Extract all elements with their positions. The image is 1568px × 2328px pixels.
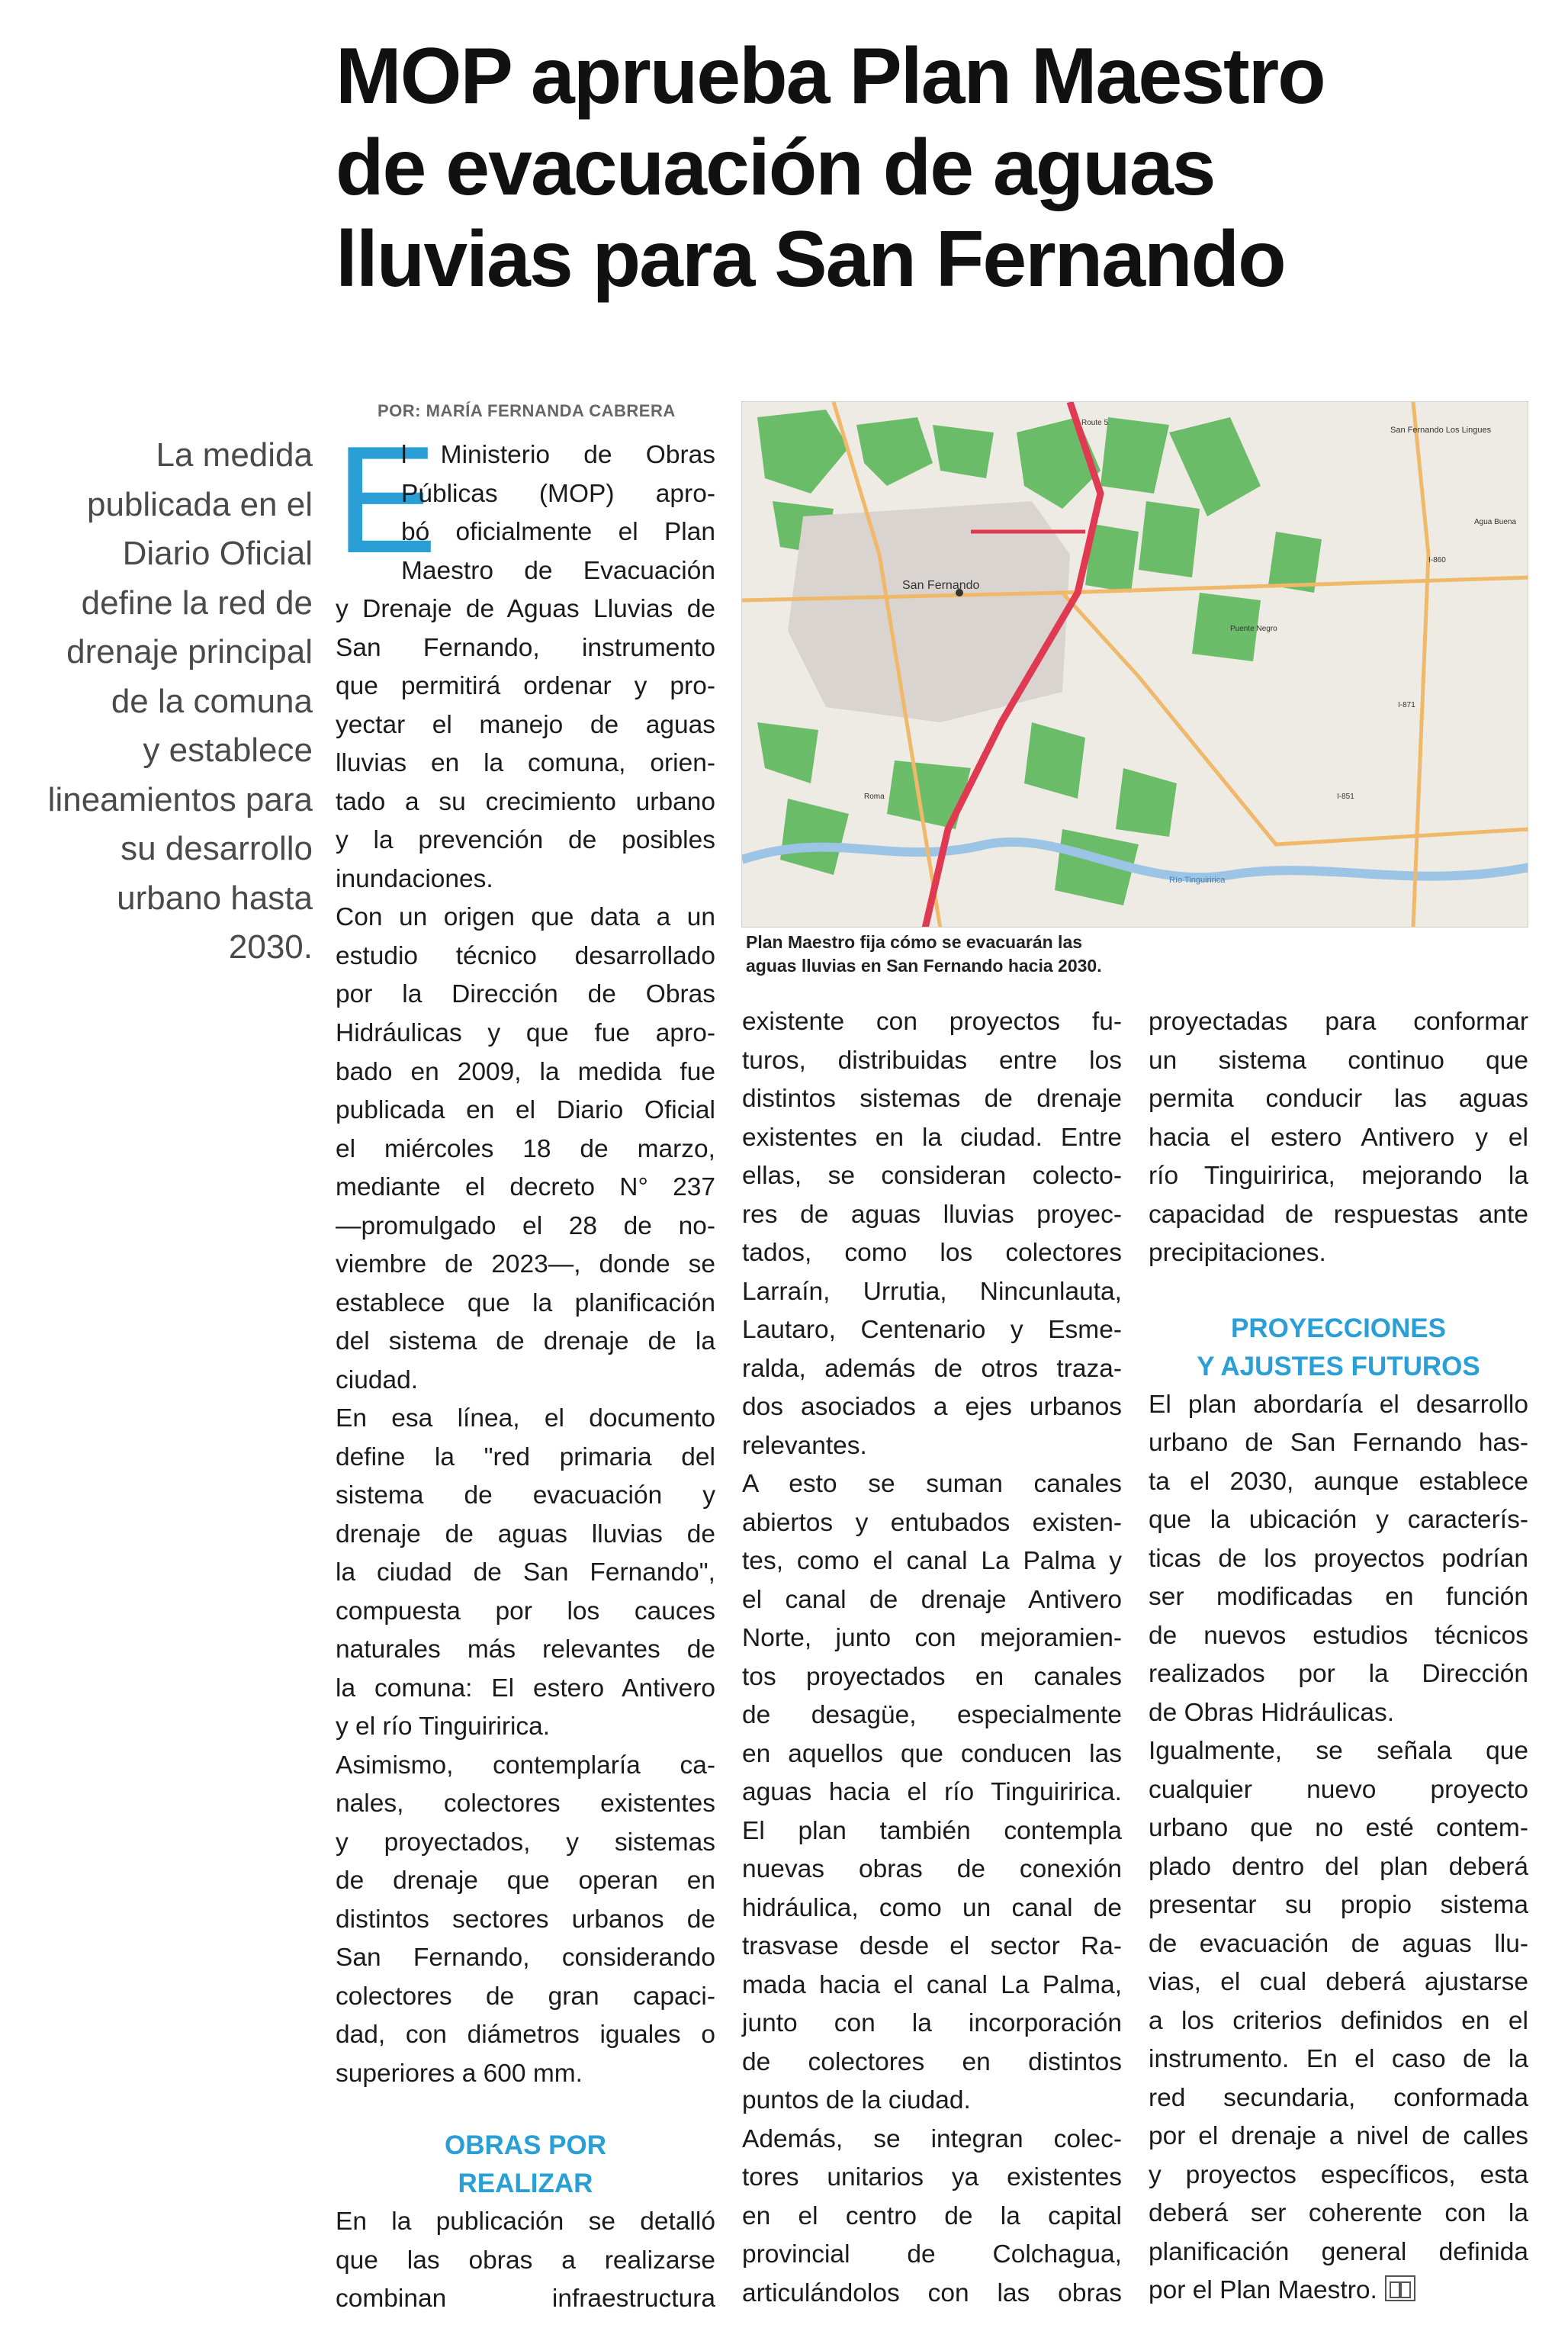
column-3: [1149, 1003, 1528, 2310]
lede-line: y establece: [143, 732, 313, 769]
text-line: que las obras a realizarse: [336, 2246, 715, 2275]
text-line: precipitaciones.: [1149, 1239, 1326, 1267]
text-line: estudio técnico desarrollado: [336, 941, 715, 970]
text-line: En esa línea, el documento: [336, 1404, 715, 1432]
text-line: define la "red primaria del: [336, 1442, 715, 1471]
text-line: que la ubicación y caracterís-: [1149, 1506, 1528, 1534]
text-line: Hidráulicas y que fue apro-: [336, 1019, 715, 1047]
text-line: por la Dirección de Obras: [336, 980, 715, 1008]
map-label-city: San Fernando: [902, 579, 980, 592]
subhead-proyecciones: Y AJUSTES FUTUROS: [1197, 1351, 1480, 1381]
text-line: El plan también contempla: [742, 1816, 1122, 1845]
text-line: de evacuación de aguas llu-: [1149, 1929, 1528, 1958]
text-line: turos, distribuidas entre los: [742, 1046, 1122, 1075]
caption-line: Plan Maestro fija cómo se evacuarán las: [746, 932, 1083, 952]
map-label-place: Roma: [864, 793, 885, 801]
text-line: tado a su crecimiento urbano: [336, 787, 715, 816]
text-line: ser modificadas en función: [1149, 1583, 1528, 1611]
text-line: y proyectados, y sistemas: [336, 1828, 715, 1857]
text-line: la ciudad de San Fernando",: [336, 1558, 715, 1587]
text-line: res de aguas lluvias proyec-: [742, 1200, 1122, 1229]
text-line: yectar el manejo de aguas: [336, 710, 715, 739]
lede: [15, 431, 313, 973]
text-line: colectores de gran capaci-: [336, 1982, 715, 2011]
text-line: Además, se integran colec-: [742, 2124, 1122, 2153]
lede-line: 2030.: [228, 928, 313, 966]
lede-line: su desarrollo: [120, 830, 313, 867]
text-line: vias, el cual deberá ajustarse: [1149, 1968, 1528, 1996]
lede-line: urbano hasta: [117, 879, 313, 917]
text-line: y la prevención de posibles: [336, 826, 715, 854]
text-line: l Ministerio de Obras: [401, 441, 715, 469]
text-line: trasvase desde el sector Ra-: [742, 1932, 1122, 1960]
text-line: aguas hacia el río Tinguiririca.: [742, 1778, 1122, 1806]
text-line: provincial de Colchagua,: [742, 2240, 1122, 2269]
text-line: existente con proyectos fu-: [742, 1008, 1122, 1036]
map-label-road: Route 5: [1081, 419, 1109, 427]
text-line: el miércoles 18 de marzo,: [336, 1134, 715, 1163]
text-line: tes, como el canal La Palma y: [742, 1547, 1122, 1575]
text-line: y el río Tinguiririca.: [336, 1712, 551, 1741]
caption-line: aguas lluvias en San Fernando hacia 2030.: [746, 956, 1102, 976]
text-line: drenaje de aguas lluvias de: [336, 1519, 715, 1548]
text-line: dad, con diámetros iguales o: [336, 2021, 715, 2049]
text-line: red secundaria, conformada: [1149, 2083, 1528, 2112]
text-line: hacia el estero Antivero y el: [1149, 1123, 1528, 1152]
text-line: Públicas (MOP) apro-: [401, 479, 715, 508]
dropcap: E: [336, 415, 438, 585]
lede-line: Diario Oficial: [122, 535, 313, 572]
text-line: del sistema de drenaje de la: [336, 1327, 715, 1355]
text-line: compuesta por los cauces: [336, 1596, 715, 1625]
text-line: presentar su propio sistema: [1149, 1891, 1528, 1919]
text-line: distintos sectores urbanos de: [336, 1905, 715, 1934]
text-line: viembre de 2023—, donde se: [336, 1250, 715, 1278]
map-label-place: Puente Negro: [1230, 625, 1277, 633]
text-line: San Fernando, instrumento: [336, 633, 715, 662]
text-line: permita conducir las aguas: [1149, 1085, 1528, 1113]
text-line: hidráulica, como un canal de: [742, 1893, 1122, 1922]
text-line: puntos de la ciudad.: [742, 2086, 971, 2114]
text-line: articulándolos con las obras: [742, 2278, 1122, 2307]
map-label-road: I-860: [1428, 556, 1446, 564]
text-line: abiertos y entubados existen-: [742, 1508, 1122, 1537]
map-caption: [746, 931, 1531, 978]
text-line: planificación general definida: [1149, 2237, 1528, 2266]
text-line: el canal de drenaje Antivero: [742, 1585, 1122, 1614]
text-line: En la publicación se detalló: [336, 2207, 715, 2236]
text-line: —promulgado el 28 de no-: [336, 1211, 715, 1240]
text-line: naturales más relevantes de: [336, 1635, 715, 1664]
headline-line: de evacuación de aguas: [336, 124, 1215, 212]
end-mark-icon: [1385, 2275, 1415, 2301]
map-label-road: I-871: [1398, 701, 1415, 709]
text-line: A esto se suman canales: [742, 1470, 1122, 1498]
map-label-river: Río Tinguiririca: [1169, 876, 1226, 885]
text-line: distintos sistemas de drenaje: [742, 1085, 1122, 1113]
text-line: y Drenaje de Aguas Lluvias de: [336, 595, 715, 623]
text-line-final: [1149, 2272, 1528, 2310]
text-line: cualquier nuevo proyecto: [1149, 1775, 1528, 1804]
text-line: capacidad de respuestas ante: [1149, 1200, 1528, 1229]
headline-line: lluvias para San Fernando: [336, 215, 1285, 304]
text-line: a los criterios definidos en el: [1149, 2006, 1528, 2035]
byline: POR: MARÍA FERNANDA CABRERA: [378, 401, 676, 420]
column-1-intro: [336, 415, 715, 1014]
text-line: en aquellos que conducen las: [742, 1739, 1122, 1768]
text-line: tos proyectados en canales: [742, 1662, 1122, 1691]
text-line: existentes en la ciudad. Entre: [742, 1123, 1122, 1152]
subhead-proyecciones: PROYECCIONES: [1231, 1313, 1446, 1343]
column-1: [336, 1014, 715, 2319]
lede-line: lineamientos para: [47, 780, 313, 818]
text-line: Lautaro, Centenario y Esme-: [742, 1316, 1122, 1344]
text-line: urbano que no esté contem-: [1149, 1814, 1528, 1842]
text-line: Con un origen que data a un: [336, 903, 715, 931]
map-label-place: Agua Buena: [1474, 518, 1517, 526]
column-2: [742, 1003, 1122, 2313]
text-line: mada hacia el canal La Palma,: [742, 1970, 1122, 1999]
urban-area: [788, 501, 1070, 722]
lede-line: publicada en el: [86, 485, 313, 523]
text-line: de desagüe, especialmente: [742, 1701, 1122, 1729]
text-line: un sistema continuo que: [1149, 1046, 1528, 1075]
text-line: urbano de San Fernando has-: [1149, 1429, 1528, 1457]
text-line: bado en 2009, la medida fue: [336, 1057, 715, 1086]
lede-line: de la comuna: [111, 682, 313, 720]
text-line: combinan infraestructura: [336, 2285, 715, 2313]
subhead-obras: OBRAS POR: [445, 2130, 606, 2160]
text-line: Asimismo, contemplaría ca-: [336, 1751, 715, 1780]
text-line: deberá ser coherente con la: [1149, 2199, 1528, 2227]
map-image: [741, 401, 1528, 928]
text-line: realizados por la Dirección: [1149, 1660, 1528, 1688]
text-line: publicada en el Diario Oficial: [336, 1096, 715, 1124]
text-line: por el Plan Maestro.: [1149, 2276, 1377, 2304]
text-line: instrumento. En el caso de la: [1149, 2045, 1528, 2073]
text-line: la comuna: El estero Antivero: [336, 1674, 715, 1703]
map-svg: [742, 402, 1528, 928]
subhead-obras: REALIZAR: [458, 2169, 593, 2198]
text-line: ciudad.: [336, 1365, 419, 1394]
text-line: Maestro de Evacuación: [401, 556, 715, 585]
lede-line: La medida: [156, 436, 313, 474]
text-line: de Obras Hidráulicas.: [1149, 1698, 1395, 1727]
text-line: ta el 2030, aunque establece: [1149, 1467, 1528, 1496]
text-line: lluvias en la comuna, orien-: [336, 749, 715, 777]
headline-line: MOP aprueba Plan Maestro: [336, 32, 1325, 121]
text-line: Norte, junto con mejoramien-: [742, 1624, 1122, 1652]
map-label-town: San Fernando Los Lingues: [1390, 426, 1492, 435]
text-line: plado dentro del plan deberá: [1149, 1852, 1528, 1881]
text-line: ralda, además de otros traza-: [742, 1354, 1122, 1383]
text-line: nuevas obras de conexión: [742, 1855, 1122, 1883]
text-line: nales, colectores existentes: [336, 1789, 715, 1818]
text-line: dos asociados a ejes urbanos: [742, 1393, 1122, 1421]
lede-line: define la red de: [81, 584, 313, 622]
text-line: Igualmente, se señala que: [1149, 1737, 1528, 1765]
text-line: mediante el decreto N° 237: [336, 1173, 715, 1201]
text-line: establece que la planificación: [336, 1288, 715, 1317]
text-line: ellas, se consideran colecto-: [742, 1162, 1122, 1190]
text-line: bó oficialmente el Plan: [401, 518, 715, 546]
text-line: por el drenaje a nivel de calles: [1149, 2122, 1528, 2150]
text-line: junto con la incorporación: [742, 2009, 1122, 2037]
text-line: superiores a 600 mm.: [336, 2059, 583, 2088]
text-line: de nuevos estudios técnicos: [1149, 1621, 1528, 1650]
text-line: ticas de los proyectos podrían: [1149, 1544, 1528, 1573]
text-line: en el centro de la capital: [742, 2201, 1122, 2230]
lede-line: drenaje principal: [66, 633, 313, 670]
text-line: relevantes.: [742, 1431, 867, 1460]
text-line: río Tinguiririca, mejorando la: [1149, 1162, 1528, 1190]
text-line: tados, como los colectores: [742, 1239, 1122, 1267]
text-line: proyectadas para conformar: [1149, 1008, 1528, 1036]
text-line: tores unitarios ya existentes: [742, 2163, 1122, 2191]
text-line: y proyectos específicos, esta: [1149, 2160, 1528, 2189]
text-line: sistema de evacuación y: [336, 1481, 715, 1510]
headline: [336, 31, 1541, 305]
text-line: de colectores en distintos: [742, 2047, 1122, 2076]
text-line: que permitirá ordenar y pro-: [336, 672, 715, 700]
map-label-road: I-851: [1337, 793, 1354, 801]
text-line: El plan abordaría el desarrollo: [1149, 1390, 1528, 1419]
text-line: inundaciones.: [336, 864, 493, 893]
text-line: San Fernando, considerando: [336, 1944, 715, 1972]
text-line: de drenaje que operan en: [336, 1867, 715, 1895]
text-line: Larraín, Urrutia, Nincunlauta,: [742, 1277, 1122, 1306]
